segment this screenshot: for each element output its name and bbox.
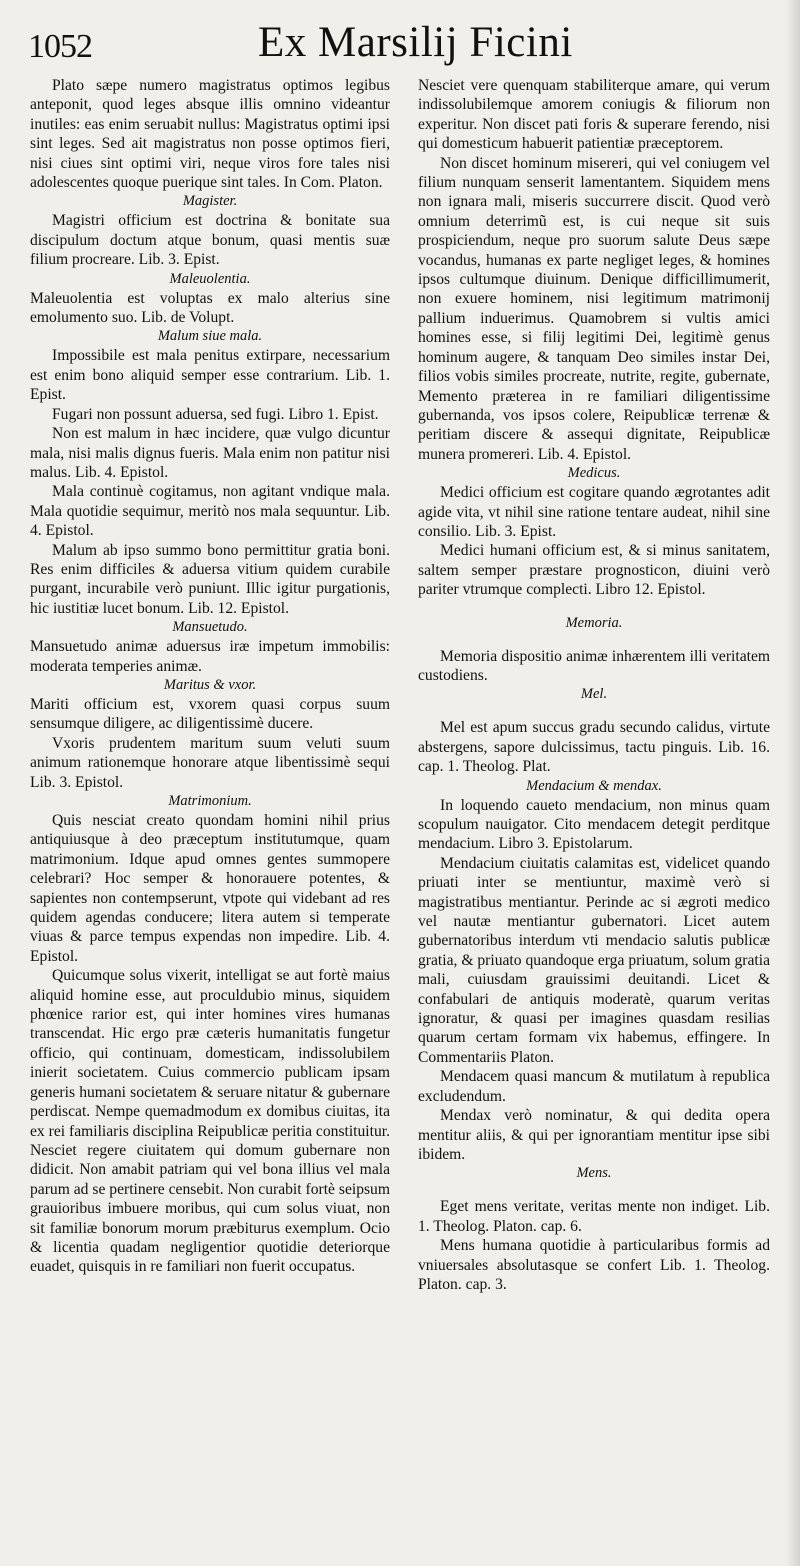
- paragraph-fugari: Fugari non possunt aduersa, sed fugi. Libro 1. Epist.: [52, 405, 379, 423]
- heading-maritus-vxor: Maritus & vxor.: [163, 676, 257, 693]
- paragraph-magistri-officium: Magistri officium est doctrina & bonitate sua discipulum doctum atque bonum, quasi mentis suæ filium procreare. Lib. 3. Epist.: [30, 212, 390, 269]
- paragraph-impossibile: Impossibile est mala penitus extirpare, necessarium est enim bono aliquid semper esse contrarium. Lib. 1. Epist.: [30, 347, 390, 404]
- heading-maleuolentia: Maleuolentia.: [169, 270, 251, 287]
- heading-medicus: Medicus.: [567, 465, 621, 482]
- paragraph-quicumque-solus: Quicumque solus vixerit, intelligat se aut fortè maius aliquid homine esse, aut proculdubio minus, siquidem phœnice rarior est, qui inter homines vires humanas transcendat. Hic ergo præ cæteris humanitatis fungetur officio, qui continuam, domesticam, indissolubilem inierit societatem. Cuius commercio publicam ipsam generis humani societatem & seruare nitatur & gubernare perdiscat. Nempe quemadmodum ex domibus ciuitas, ita ex rei familiaris disciplina Reipublicæ peritia constituitur. Nesciet regere ciuitatem qui domum gubernare non didicit. Non amabit patriam qui vel bona illius vel mala parum ad se pertinere censebit. Non curabit fortè seipsum grauioribus imbuere moribus, qui cum solus viuat, non sit familiæ bonorum morum præbiturus exemplum. Ocio & licentia quadam negligentior quotidie deteriorque euadet, quisquis in re familiari non fuerit occupatus.: [30, 967, 390, 1276]
- paragraph-quis-nesciat: Quis nesciat creato quondam homini nihil prius antiquiusque à deo præceptum institutumque, quam matrimonium. Idque apud omnes gentes summopere celebrari? Hoc semper & honorauere potentes, & sapientes non contempserunt, vtpote qui videbant ad res quidem agendas conducere; litera autem si temperate viuas & parce tempus expendas non impedire. Lib. 4. Epistol.: [30, 812, 390, 965]
- left-column: [30, 76, 390, 1277]
- paragraph-mendacium-ciuitatis: Mendacium ciuitatis calamitas est, videlicet quando priuati inter se mentiuntur, maximè verò si magistratibus mentiantur. Perinde ac si ægroti medico vel nautæ mentiantur gubernatori. Licet autem gubernatoribus interdum vti mendacio salutis publicæ gratia, & priuato quandoque erga priuatum, solum gratia mali, cuiusdam grauissimi deuitandi. Licet & confabulari de antiquis moderatè, quarum veritas ignoratur, & quasi per imagines quasdam resilias quarum certam formam vix habemus, effingere. In Commentariis Platon.: [418, 854, 770, 1066]
- paragraph-medici-humani: Medici humani officium est, & si minus sanitatem, saltem semper præstare prognosticon, diuini verò pariter vtrumque complecti. Libro 12. Epistol.: [418, 542, 770, 599]
- paragraph-vxoris: Vxoris prudentem maritum suum veluti suum animum rationemque honorare atque libentissimè sequi Lib. 3. Epistol.: [30, 734, 390, 791]
- paragraph-non-est-malum: Non est malum in hæc incidere, quæ vulgo dicuntur mala, nisi malis dignus fueris. Mala enim non patitur nisi malus. Lib. 4. Epistol.: [30, 425, 390, 481]
- paragraph-mens-humana: Mens humana quotidie à particularibus formis ad vniuersales absolutasque se confert Lib. 1. Theolog. Platon. cap. 3.: [418, 1237, 770, 1293]
- heading-mansuetudo: Mansuetudo.: [172, 619, 248, 636]
- running-title: Ex Marsilij Ficini: [258, 19, 573, 66]
- paragraph-medici-officium: Medici officium est cogitare quando ægrotantes adit agide vita, vt nihil sine ratione tentare audeat, nihil sine consilio. Lib. 3. Epist.: [418, 484, 770, 540]
- heading-mens: Mens.: [576, 1165, 612, 1182]
- page-header: [0, 14, 800, 70]
- paragraph-mansuetudo: Mansuetudo animæ aduersus iræ impetum immobilis: moderata temperies animæ.: [30, 638, 390, 675]
- right-column: [418, 76, 770, 1294]
- paragraph-nesciet-vere: Nesciet vere quenquam stabiliterque amare, qui verum indissolubilemque amorem coniugis & filiorum non experitur. Non discet pati foris & superare ferendo, nisi qui domesticum habuerit patientiæ præceptorem.: [418, 77, 770, 153]
- paragraph-mariti-officium: Mariti officium est, vxorem quasi corpus suum sensumque diligere, ac diligentissimè ducere.: [30, 695, 390, 733]
- heading-magister: Magister.: [182, 193, 238, 210]
- paragraph-memoria: Memoria dispositio animæ inhærentem illi veritatem custodiens.: [418, 647, 770, 684]
- paragraph-mendacem: Mendacem quasi mancum & mutilatum à republica excludendum.: [418, 1068, 770, 1105]
- page-edge-shadow: [786, 0, 800, 1566]
- paragraph-in-loquendo: In loquendo caueto mendacium, non minus quam scopulum nauigator. Cito mendacem detegit perditque mendacium. Libro 3. Epistolarum.: [418, 796, 770, 853]
- heading-mel: Mel.: [580, 686, 608, 703]
- heading-matrimonium: Matrimonium.: [168, 793, 252, 809]
- heading-memoria: Memoria.: [565, 614, 623, 631]
- paragraph-malum-ab-ipso: Malum ab ipso summo bono permittitur gratia boni. Res enim difficiles & aduersa vitium quidem curabile purgant, incurabile verò puniunt. Illic igitur purgationis, hic iustitiæ lucet bonum. Lib. 12. Epistol.: [30, 541, 390, 617]
- heading-malum: Malum siue mala.: [157, 328, 263, 345]
- paragraph-mel: Mel est apum succus gradu secundo calidus, virtute abstergens, sapore dulcissimus, tactu pinguis. Lib. 16. cap. 1. Theolog. Plat.: [418, 719, 770, 776]
- paragraph-mala-continue: Mala continuè cogitamus, non agitant vndique mala. Mala quotidie sequimur, meritò nos mala sequuntur. Lib. 4. Epistol.: [30, 483, 390, 540]
- paragraph-plato-magistratus: Plato sæpe numero magistratus optimos legibus anteponit, quod leges absque illis omnino videantur inutiles: eas enim seruabit nullus: Magistratus optimi ipsi sint leges. Sed ait magistratus non posse optimos fieri, nisi ciues sint optimi viri, neque viros fore tales nisi adolescentes quoque puerique sint tales. In Com. Platon.: [30, 77, 390, 192]
- paragraph-mendax: Mendax verò nominatur, & qui dedita opera mentitur aliis, & qui per ignorantiam mentitur ipse sibi ibidem.: [418, 1107, 770, 1163]
- heading-mendacium: Mendacium & mendax.: [526, 777, 662, 794]
- paragraph-non-discet: Non discet hominum misereri, qui vel coniugem vel filium nunquam senserit lamentantem. Siquidem mens non ignara mali, miseris succurrere discit. Quod verò omnium deterrimũ est, is cui neque sit suis prospiciendum, neque pro suorum salute Deus sæpe vocandus, humanas ex parte negliget leges, & homines ipsos cultumque diuinum. Denique difficillimumerit, non exuere hominem, nisi legitimum matrimonij pallium induerimus. Quamobrem si vultis amici homines esse, si filij legitimi Dei, legitimè genus hominum augere, & tanquam Deo similes instar Dei, filios vobis similes procreate, nutrite, regite, gubernate, Memento præterea in re familiari diligentissime gubernanda, vos ipsos colere, Reipublicæ terrenæ & peritiam discere & assequi dignitate, Reipublicæ munera promereri. Lib. 4. Epistol.: [418, 154, 770, 463]
- paragraph-maleuolentia: Maleuolentia est voluptas ex malo alterius sine emolumento suo. Lib. de Volupt.: [30, 289, 390, 327]
- paragraph-eget-mens: Eget mens veritate, veritas mente non indiget. Lib. 1. Theolog. Platon. cap. 6.: [418, 1198, 770, 1235]
- page-number: 1052: [28, 28, 92, 65]
